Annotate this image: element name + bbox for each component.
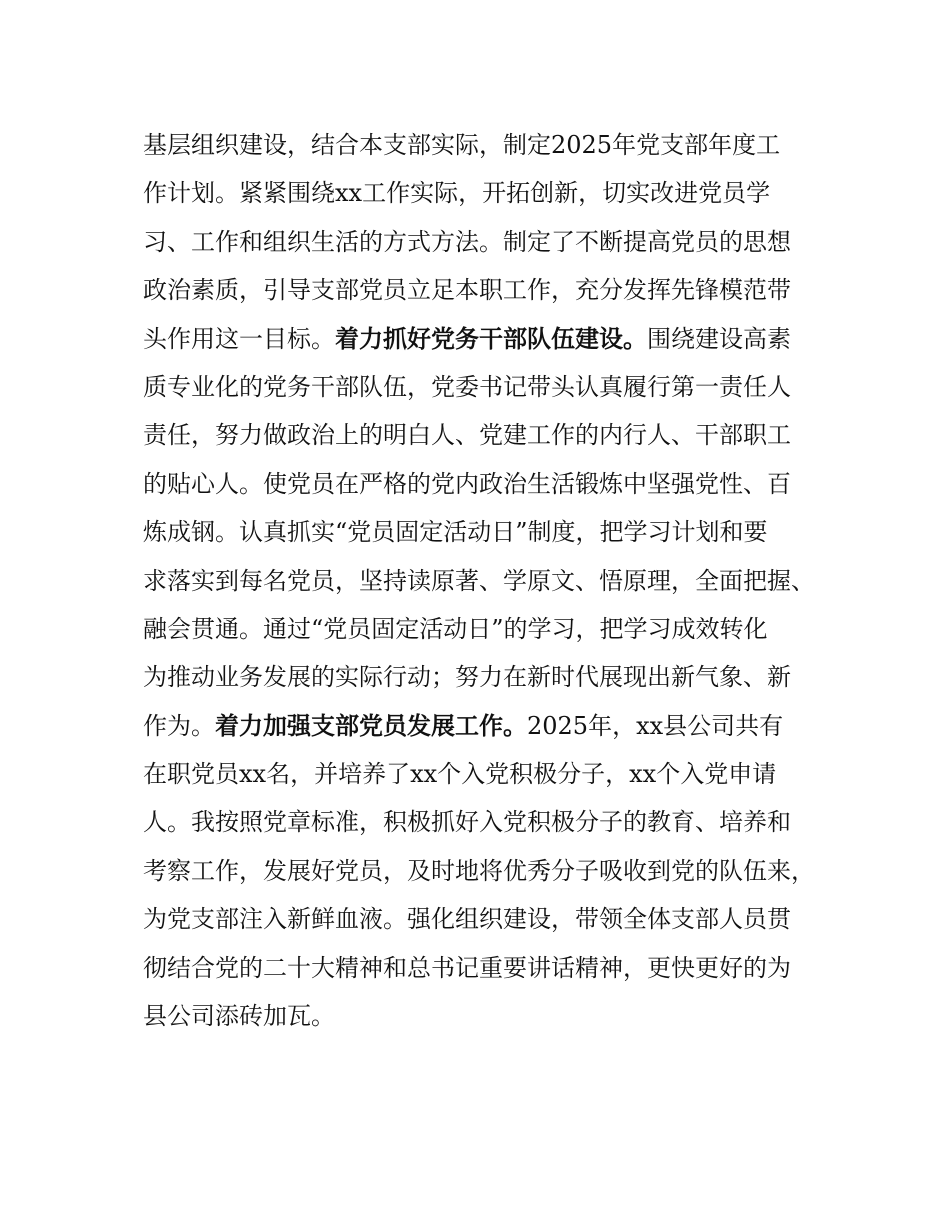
text-run: 融会贯通。通过“党员固定活动日”的学习，把学习成效转化 [143, 614, 768, 643]
text-run: 彻结合党的二十大精神和总书记重要讲话精神，更快更好的为 [143, 953, 791, 982]
text-run: 求落实到每名党员，坚持读原著、学原文、悟原理，全面把握、 [143, 566, 815, 595]
text-line [143, 557, 833, 605]
text-run: 基层组织建设，结合本支部实际，制定2025年党支部年度工 [143, 131, 781, 159]
text-run: 头作用这一目标。 [143, 324, 335, 353]
text-run: 考察工作，发展好党员，及时地将优秀分子吸收到党的队伍来， [143, 856, 815, 885]
text-run: 作计划。紧紧围绕xx工作实际，开拓创新，切实改进党员学 [143, 179, 771, 208]
text-run: 作为。 [143, 711, 215, 740]
text-run: 为党支部注入新鲜血液。强化组织建设，带领全体支部人员贯 [143, 905, 791, 934]
text-line [143, 702, 833, 750]
bold-heading-run: 着力抓好党务干部队伍建设。 [335, 324, 647, 353]
text-line [143, 895, 833, 943]
text-line [143, 460, 833, 508]
text-run: 县公司添砖加瓦。 [143, 1002, 335, 1031]
text-line [143, 605, 833, 653]
body-paragraph [143, 121, 833, 1040]
text-run: 的贴心人。使党员在严格的党内政治生活锻炼中坚强党性、百 [143, 469, 791, 498]
text-run: 2025年，xx县公司共有 [527, 711, 784, 740]
text-run: 炼成钢。认真抓实“党员固定活动日”制度，把学习计划和要 [143, 518, 768, 547]
text-line [143, 363, 833, 411]
text-run: 人。我按照党章标准，积极抓好入党积极分子的教育、培养和 [143, 808, 791, 837]
text-run: 责任，努力做政治上的明白人、党建工作的内行人、干部职工 [143, 421, 791, 450]
text-run: 在职党员xx名，并培养了xx个入党积极分子，xx个入党申请 [143, 760, 777, 789]
text-line [143, 411, 833, 459]
text-line [143, 798, 833, 846]
text-line [143, 266, 833, 314]
text-line [143, 121, 833, 169]
text-line [143, 508, 833, 556]
text-line [143, 750, 833, 798]
text-line [143, 944, 833, 992]
bold-heading-run: 着力加强支部党员发展工作。 [215, 711, 527, 740]
text-run: 政治素质，引导支部党员立足本职工作，充分发挥先锋模范带 [143, 276, 791, 305]
text-run: 为推动业务发展的实际行动；努力在新时代展现出新气象、新 [143, 663, 791, 692]
text-line [143, 315, 833, 363]
text-line [143, 847, 833, 895]
text-line [143, 169, 833, 217]
text-run: 质专业化的党务干部队伍，党委书记带头认真履行第一责任人 [143, 372, 791, 401]
text-line [143, 992, 833, 1040]
text-line [143, 653, 833, 701]
text-line [143, 218, 833, 266]
text-run: 习、工作和组织生活的方式方法。制定了不断提高党员的思想 [143, 227, 791, 256]
text-run: 围绕建设高素 [647, 324, 791, 353]
